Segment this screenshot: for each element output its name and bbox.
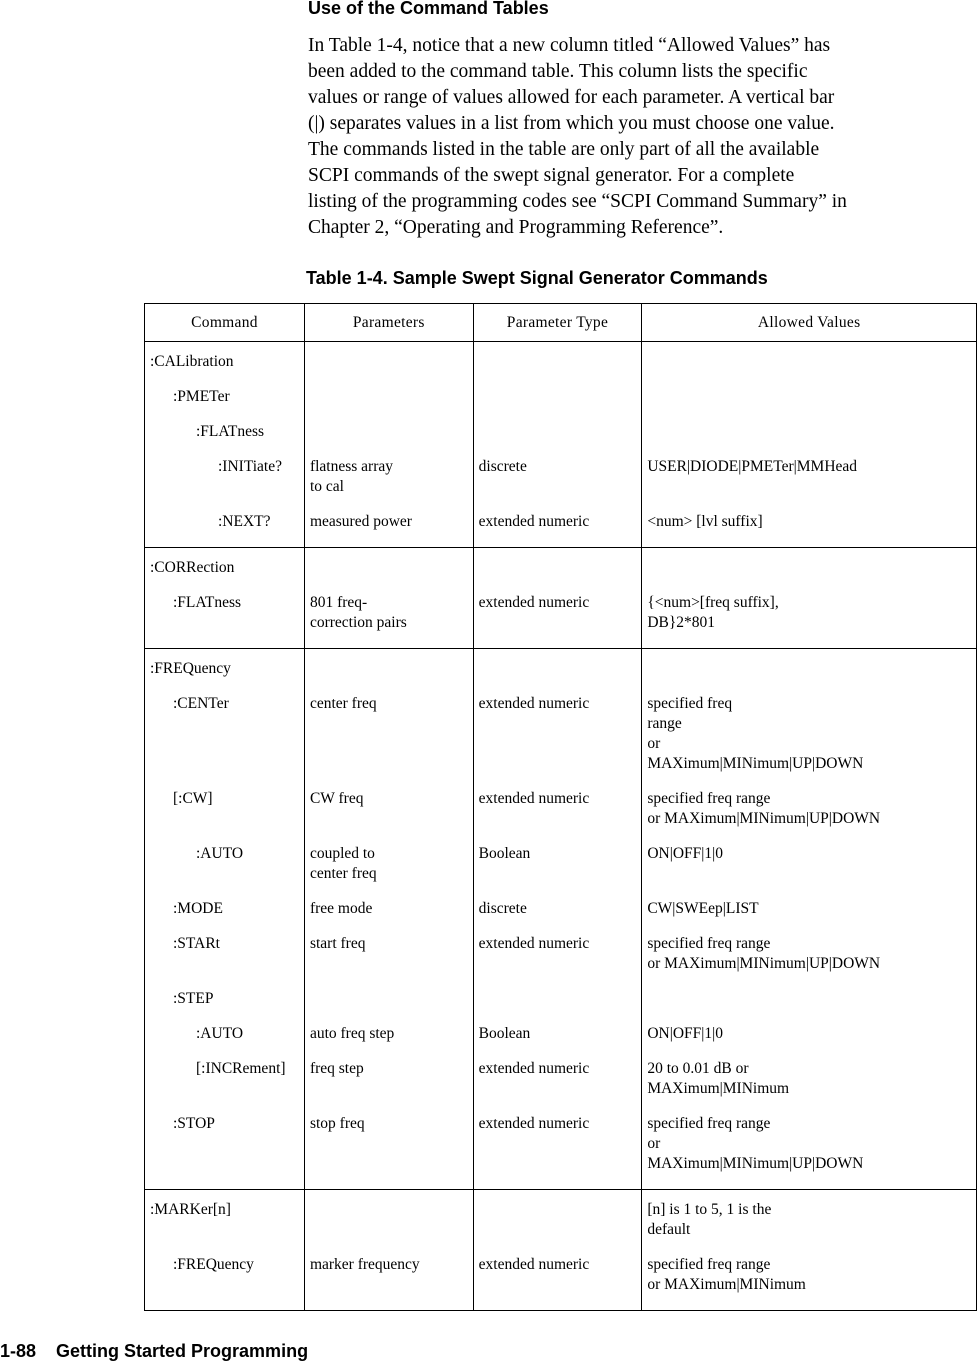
parameters-cell — [304, 649, 473, 695]
allowed-values-cell: {<num>[freq suffix], DB}2*801 — [642, 593, 977, 649]
allowed-values-cell: specified freq range or MAXimum|MINimum — [642, 1255, 977, 1311]
command-cell: :FLATness — [145, 422, 305, 457]
table-row — [145, 512, 977, 548]
allowed-values-cell: [n] is 1 to 5, 1 is the default — [647, 1201, 772, 1238]
allowed-values-cell: specified freq range or MAXimum|MINimum|UP|DOWN — [647, 935, 881, 972]
allowed-values-cell: specified freq range or MAXimum|MINimum|UP|DOWN — [647, 790, 881, 827]
table-row — [145, 1190, 977, 1256]
type-cell: extended numeric — [473, 512, 642, 548]
table-row — [145, 593, 977, 649]
type-cell: discrete — [473, 457, 642, 512]
table-row — [145, 387, 977, 422]
type-cell: extended numeric — [473, 593, 642, 649]
parameters-cell — [304, 342, 473, 388]
parameters-cell: measured power — [304, 512, 473, 548]
parameters-cell: start freq — [304, 934, 473, 989]
page-footer — [0, 1341, 308, 1362]
type-cell — [473, 548, 642, 594]
allowed-values-cell: 20 to 0.01 dB or MAXimum|MINimum — [647, 1060, 790, 1097]
command-cell: :PMETer — [145, 387, 305, 422]
command-cell: :STARt — [145, 934, 305, 989]
type-cell: extended numeric — [473, 694, 642, 789]
command-cell: :MODE — [145, 899, 305, 934]
command-cell: :MARKer[n] — [145, 1190, 305, 1256]
type-cell: extended numeric — [473, 934, 642, 989]
command-cell: :AUTO — [145, 1024, 305, 1059]
command-cell: [:INCRement] — [145, 1059, 305, 1114]
type-cell — [473, 342, 642, 388]
intro-line: In Table 1-4, notice that a new column titled “Allowed Values” has — [308, 35, 831, 56]
command-cell: :INITiate? — [145, 457, 305, 512]
command-cell: :FREQuency — [145, 649, 305, 695]
command-cell: :FLATness — [145, 593, 305, 649]
allowed-values-cell: <num> [lvl suffix] — [642, 512, 977, 548]
parameters-cell: stop freq — [304, 1114, 473, 1190]
table-row — [145, 899, 977, 934]
type-cell — [473, 649, 642, 695]
type-cell: discrete — [473, 899, 642, 934]
type-cell — [473, 1190, 642, 1256]
section-title: Use of the Command Tables — [308, 0, 549, 18]
type-cell: extended numeric — [473, 789, 642, 844]
command-cell: :CALibration — [145, 342, 305, 388]
header-command: Command — [145, 304, 305, 342]
command-cell: :CENTer — [145, 694, 305, 789]
allowed-values-cell — [642, 548, 977, 594]
table-row — [145, 649, 977, 695]
allowed-values-cell — [642, 387, 977, 422]
parameters-cell — [304, 548, 473, 594]
type-cell — [473, 422, 642, 457]
command-cell: :NEXT? — [145, 512, 305, 548]
command-cell: :AUTO — [145, 844, 305, 899]
command-cell: :STEP — [145, 989, 305, 1024]
allowed-values-cell — [642, 989, 977, 1024]
intro-line: SCPI commands of the swept signal generator. For a complete — [308, 165, 795, 186]
command-cell: :STOP — [145, 1114, 305, 1190]
command-cell: :FREQuency — [145, 1255, 305, 1311]
header-parameter-type: Parameter Type — [473, 304, 642, 342]
intro-line: been added to the command table. This column lists the specific — [308, 61, 808, 82]
intro-line: listing of the programming codes see “SCPI Command Summary” in — [308, 191, 847, 212]
parameters-cell — [304, 387, 473, 422]
parameters-cell: freq step — [304, 1059, 473, 1114]
type-cell — [473, 387, 642, 422]
table-row — [145, 422, 977, 457]
table-row — [145, 1255, 977, 1311]
allowed-values-cell — [642, 649, 977, 695]
parameters-cell: CW freq — [304, 789, 473, 844]
type-cell: Boolean — [473, 1024, 642, 1059]
parameters-cell: auto freq step — [304, 1024, 473, 1059]
table-row — [145, 934, 977, 989]
header-allowed-values: Allowed Values — [642, 304, 977, 342]
type-cell: extended numeric — [473, 1059, 642, 1114]
command-cell: :CORRection — [145, 548, 305, 594]
parameters-cell — [304, 1190, 473, 1256]
command-table — [144, 303, 977, 1311]
table-row — [145, 989, 977, 1024]
intro-line: (|) separates values in a list from which you must choose one value. — [308, 113, 835, 134]
parameters-cell: center freq — [304, 694, 473, 789]
table-row — [145, 1059, 977, 1114]
type-cell: extended numeric — [473, 1255, 642, 1311]
parameters-cell: flatness array to cal — [304, 457, 473, 512]
table-row — [145, 789, 977, 844]
allowed-values-cell: specified freq range or MAXimum|MINimum|UP|DOWN — [642, 1114, 977, 1190]
parameters-cell: marker frequency — [304, 1255, 473, 1311]
allowed-values-cell — [642, 422, 977, 457]
header-parameters: Parameters — [304, 304, 473, 342]
parameters-cell: free mode — [304, 899, 473, 934]
footer-section-title: Getting Started Programming — [56, 1341, 309, 1361]
table-row — [145, 694, 977, 789]
page-number: 1-88 — [0, 1341, 37, 1361]
allowed-values-cell: CW|SWEep|LIST — [647, 900, 759, 917]
command-cell: [:CW] — [145, 789, 305, 844]
allowed-values-cell: ON|OFF|1|0 — [647, 1025, 723, 1042]
type-cell — [473, 989, 642, 1024]
parameters-cell — [304, 989, 473, 1024]
parameters-cell: 801 freq- correction pairs — [304, 593, 473, 649]
table-caption: Table 1-4. Sample Swept Signal Generator Commands — [306, 268, 768, 288]
intro-line: values or range of values allowed for each parameter. A vertical bar — [308, 87, 835, 108]
allowed-values-cell: USER|DIODE|PMETer|MMHead — [647, 458, 858, 475]
table-row — [145, 548, 977, 594]
table-row — [145, 1024, 977, 1059]
intro-line: Chapter 2, “Operating and Programming Reference”. — [308, 217, 724, 238]
type-cell: Boolean — [473, 844, 642, 899]
table-header-row — [145, 304, 977, 342]
allowed-values-cell: specified freq range or MAXimum|MINimum|UP|DOWN — [647, 695, 864, 772]
parameters-cell: coupled to center freq — [304, 844, 473, 899]
type-cell: extended numeric — [473, 1114, 642, 1190]
intro-line: The commands listed in the table are only part of all the available — [308, 139, 820, 160]
table-row — [145, 844, 977, 899]
intro-paragraph — [308, 33, 973, 241]
table-row — [145, 342, 977, 388]
allowed-values-cell: ON|OFF|1|0 — [647, 845, 723, 862]
parameters-cell — [304, 422, 473, 457]
table-row — [145, 457, 977, 512]
table-row — [145, 1114, 977, 1190]
allowed-values-cell — [642, 342, 977, 388]
